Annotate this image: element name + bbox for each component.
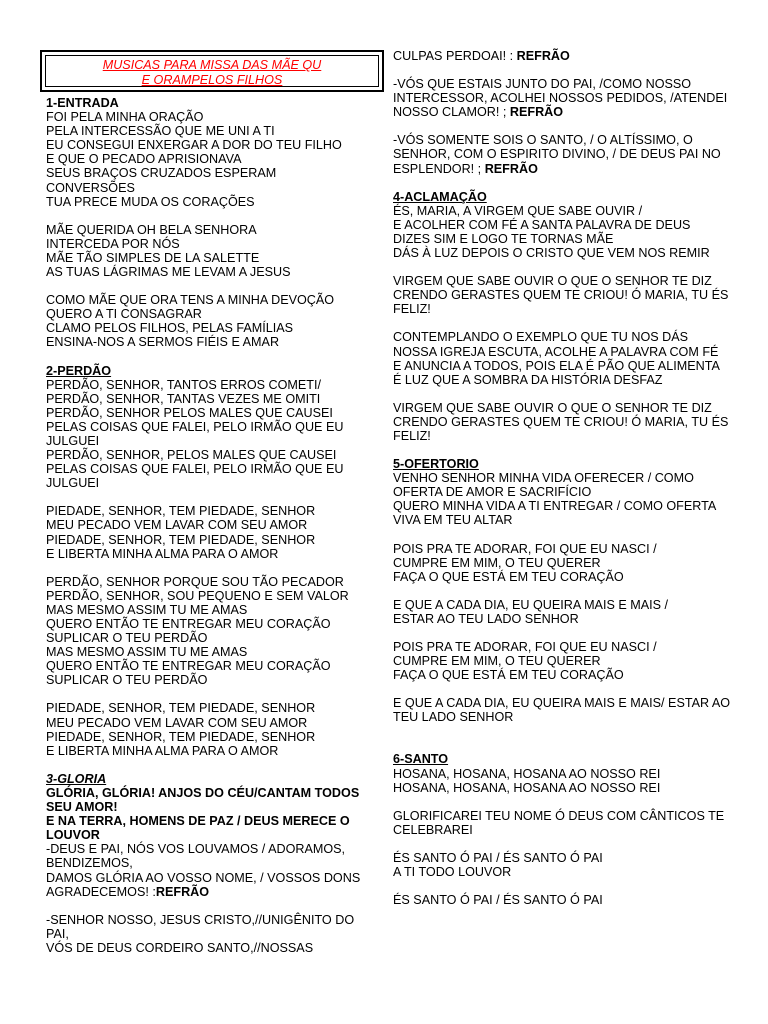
lyric-line: CUMPRE EM MIM, O TEU QUERER	[393, 555, 601, 570]
section-heading-entrada: 1-ENTRADA	[46, 96, 119, 110]
gloria-cont-p1	[393, 49, 733, 63]
lyric-line: QUERO MINHA VIDA A TI ENTREGAR / COMO OFERTA VIVA EM TEU ALTAR	[393, 499, 716, 528]
lyric-line: E LIBERTA MINHA ALMA PARA O AMOR	[46, 546, 279, 561]
lyric-line: SUPLICAR O TEU PERDÃO	[46, 673, 208, 688]
lyric-line: ÉS, MARIA, A VIRGEM QUE SABE OUVIR /	[393, 203, 643, 218]
lyric-line: PERDÃO, SENHOR, TANTOS ERROS COMETI/	[46, 377, 322, 392]
lyric-line: MEU PECADO VEM LAVAR COM SEU AMOR	[46, 518, 308, 533]
stanza-gap	[393, 837, 733, 851]
lyric-line: A TI TODO LOUVOR	[393, 865, 512, 880]
lyric-line: CUMPRE EM MIM, O TEU QUERER	[393, 654, 601, 669]
lyric-line: PERDÃO, SENHOR, PELOS MALES QUE CAUSEI	[46, 448, 337, 463]
lyric-line: ÉS SANTO Ó PAI / ÉS SANTO Ó PAI	[393, 893, 603, 908]
stanza-gap	[393, 316, 733, 330]
stanza-gap	[393, 626, 733, 640]
lyric-line: PERDÃO, SENHOR PORQUE SOU TÃO PECADOR	[46, 574, 344, 589]
lyric-line: DIZES SIM E LOGO TE TORNAS MÃE	[393, 231, 614, 246]
stanza	[393, 401, 733, 443]
section-heading-ofertorio: 5-OFERTORIO	[393, 457, 479, 472]
lyric-line: CLAMO PELOS FILHOS, PELAS FAMÍLIAS	[46, 321, 294, 336]
stanza	[393, 542, 733, 584]
gloria-stanza-2-line-2: VÓS DE DEUS CORDEIRO SANTO,//NOSSAS	[46, 940, 314, 955]
gloria-bold-line-2: E NA TERRA, HOMENS DE PAZ / DEUS MERECE O LOUVOR	[46, 814, 350, 843]
lyric-line: MAS MESMO ASSIM TU ME AMAS	[46, 645, 248, 660]
lyric-line: CONVERSÕES	[46, 180, 135, 195]
lyric-line: PELAS COISAS QUE FALEI, PELO IRMÃO QUE EU JULGUEI	[46, 462, 344, 491]
stanza	[393, 809, 733, 837]
lyric-line: HOSANA, HOSANA, HOSANA AO NOSSO REI	[393, 766, 661, 781]
lyric-line: POIS PRA TE ADORAR, FOI QUE EU NASCI /	[393, 640, 657, 654]
stanza	[46, 575, 366, 688]
gloria-cont-refrao-1: REFRÃO	[516, 49, 570, 63]
lyric-line: E ACOLHER COM FÉ A SANTA PALAVRA DE DEUS	[393, 217, 691, 232]
lyric-line: PIEDADE, SENHOR, TEM PIEDADE, SENHOR	[46, 729, 316, 744]
stanza-gap	[393, 879, 733, 893]
gloria-cont-p3-text: -VÓS SOMENTE SOIS O SANTO, / O ALTÍSSIMO, O SENHOR, COM O ESPIRITO DIVINO, / DE DEUS PAI NO ESPLENDOR! ;	[393, 133, 721, 176]
lyric-line: ÉS SANTO Ó PAI / ÉS SANTO Ó PAI	[393, 850, 603, 865]
lyric-line: PELA INTERCESSÃO QUE ME UNI A TI	[46, 124, 275, 139]
lyric-line: CONTEMPLANDO O EXEMPLO QUE TU NOS DÁS	[393, 330, 689, 345]
title-line-2: E ORAMPELOS FILHOS	[141, 73, 283, 87]
section-heading-perdao: 2-PERDÃO	[46, 363, 112, 378]
entrada-body	[46, 110, 366, 349]
lyric-line: QUERO A TI CONSAGRAR	[46, 307, 202, 322]
lyric-line: INTERCEDA POR NÓS	[46, 236, 180, 251]
lyric-line: FAÇA O QUE ESTÁ EM TEU CORAÇÃO	[393, 668, 624, 683]
lyric-line: QUERO ENTÃO TE ENTREGAR MEU CORAÇÃO	[46, 617, 331, 631]
lyric-line: PERDÃO, SENHOR, SOU PEQUENO E SEM VALOR	[46, 588, 349, 603]
stanza	[393, 767, 733, 795]
lyric-line: EU CONSEGUI ENXERGAR A DOR DO TEU FILHO	[46, 138, 342, 153]
gloria-cont-refrao-3: REFRÃO	[484, 161, 538, 176]
stanza	[46, 223, 366, 279]
gloria-stanza-2-line-1: -SENHOR NOSSO, JESUS CRISTO,//UNIGÊNITO DO PAI,	[46, 912, 355, 941]
gloria-bold-line-1: GLÓRIA, GLÓRIA! ANJOS DO CÉU/CANTAM TODOS SEU AMOR!	[46, 785, 360, 815]
lyric-line: E QUE A CADA DIA, EU QUEIRA MAIS E MAIS /	[393, 597, 669, 612]
stanza	[393, 851, 733, 879]
stanza	[46, 110, 366, 209]
stanza-gap	[393, 260, 733, 274]
stanza-gap	[393, 795, 733, 809]
lyric-line: HOSANA, HOSANA, HOSANA AO NOSSO REI	[393, 780, 661, 795]
left-column	[46, 50, 366, 955]
gloria-cont-p2	[393, 77, 733, 119]
stanza	[393, 598, 733, 626]
stanza	[46, 293, 366, 349]
lyric-line: MÃE QUERIDA OH BELA SENHORA	[46, 222, 257, 237]
stanza	[393, 274, 733, 316]
lyric-line: E ANUNCIA A TODOS, POIS ELA É PÃO QUE ALIMENTA	[393, 358, 720, 373]
stanza	[46, 504, 366, 560]
lyric-line: SUPLICAR O TEU PERDÃO	[46, 631, 208, 646]
lyric-line: VIRGEM QUE SABE OUVIR O QUE O SENHOR TE DIZ CRENDO GERASTES QUEM TE CRIOU! Ó MARIA, TU ÉS FELIZ!	[393, 400, 729, 443]
perdao-body	[46, 378, 366, 758]
gloria-stanza-1-last-text: DAMOS GLÓRIA AO VOSSO NOME, / VOSSOS DONS AGRADECEMOS! :	[46, 870, 361, 899]
stanza-gap	[393, 387, 733, 401]
lyric-line: É LUZ QUE A SOMBRA DA HISTÓRIA DESFAZ	[393, 372, 663, 387]
lyric-line: FOI PELA MINHA ORAÇÃO	[46, 110, 204, 125]
stanza	[393, 471, 733, 527]
lyric-line: MAS MESMO ASSIM TU ME AMAS	[46, 602, 248, 617]
lyric-line: PIEDADE, SENHOR, TEM PIEDADE, SENHOR	[46, 701, 316, 716]
lyric-line: AS TUAS LÁGRIMAS ME LEVAM A JESUS	[46, 265, 291, 280]
gloria-stanza-1-line-1: -DEUS E PAI, NÓS VOS LOUVAMOS / ADORAMOS, BENDIZEMOS,	[46, 842, 346, 871]
lyric-line: PERDÃO, SENHOR PELOS MALES QUE CAUSEI	[46, 405, 333, 420]
lyric-line: GLORIFICAREI TEU NOME Ó DEUS COM CÂNTICOS TE CELEBRAREI	[393, 808, 725, 837]
stanza-gap	[46, 490, 366, 504]
section-heading-aclamacao: 4-ACLAMAÇÃO	[393, 189, 487, 204]
stanza	[393, 893, 733, 907]
lyric-line: DÁS À LUZ DEPOIS O CRISTO QUE VEM NOS REMIR	[393, 246, 710, 261]
lyric-line: VENHO SENHOR MINHA VIDA OFERECER / COMO OFERTA DE AMOR E SACRIFÍCIO	[393, 471, 694, 500]
lyric-line: QUERO ENTÃO TE ENTREGAR MEU CORAÇÃO	[46, 659, 331, 674]
lyric-line: PIEDADE, SENHOR, TEM PIEDADE, SENHOR	[46, 532, 316, 547]
stanza-gap	[46, 687, 366, 701]
lyric-line: MEU PECADO VEM LAVAR COM SEU AMOR	[46, 715, 308, 730]
gloria-cont-p3	[393, 133, 733, 175]
lyric-line: FAÇA O QUE ESTÁ EM TEU CORAÇÃO	[393, 569, 624, 584]
gloria-cont-p2-text: -VÓS QUE ESTAIS JUNTO DO PAI, /COMO NOSSO INTERCESSOR, ACOLHEI NOSSOS PEDIDOS, /ATENDEI NOSSO CLAMOR! ;	[393, 77, 728, 120]
stanza-gap	[393, 682, 733, 696]
section-heading-gloria: 3-GLORIA	[46, 771, 107, 786]
ofertorio-body	[393, 471, 733, 724]
lyric-line: SEUS BRAÇOS CRUZADOS ESPERAM	[46, 166, 277, 181]
lyric-line: VIRGEM QUE SABE OUVIR O QUE O SENHOR TE DIZ CRENDO GERASTES QUEM TE CRIOU! Ó MARIA, TU ÉS FELIZ!	[393, 274, 729, 317]
right-column	[393, 49, 733, 907]
aclamacao-body	[393, 204, 733, 443]
lyric-line: TUA PRECE MUDA OS CORAÇÕES	[46, 194, 255, 209]
lyric-line: ENSINA-NOS A SERMOS FIÉIS E AMAR	[46, 335, 280, 350]
lyric-line: POIS PRA TE ADORAR, FOI QUE EU NASCI /	[393, 541, 657, 556]
lyric-line: E LIBERTA MINHA ALMA PARA O AMOR	[46, 743, 279, 758]
gloria-cont-refrao-2: REFRÃO	[509, 105, 564, 120]
stanza	[393, 204, 733, 260]
stanza-gap	[46, 209, 366, 223]
section-heading-santo: 6-SANTO	[393, 752, 449, 767]
gloria-refrao-1: REFRÃO	[155, 884, 210, 899]
lyric-line: NOSSA IGREJA ESCUTA, ACOLHE A PALAVRA COM FÉ	[393, 344, 719, 359]
lyric-line: MÃE TÃO SIMPLES DE LA SALETTE	[46, 250, 260, 265]
gloria-cont-p1-text: CULPAS PERDOAI! :	[393, 49, 517, 63]
stanza-gap	[393, 584, 733, 598]
lyric-line: PIEDADE, SENHOR, TEM PIEDADE, SENHOR	[46, 504, 316, 519]
stanza	[393, 640, 733, 682]
santo-body	[393, 767, 733, 908]
stanza	[393, 696, 733, 724]
stanza	[46, 378, 366, 491]
lyric-line: E QUE A CADA DIA, EU QUEIRA MAIS E MAIS/ ESTAR AO TEU LADO SENHOR	[393, 696, 731, 725]
stanza	[393, 330, 733, 386]
lyric-line: ESTAR AO TEU LADO SENHOR	[393, 611, 579, 626]
gloria-stanza-1-last	[46, 871, 366, 899]
title-line-1: MUSICAS PARA MISSA DAS MÃE QU	[102, 58, 322, 72]
lyric-line: E QUE O PECADO APRISIONAVA	[46, 152, 242, 167]
lyric-line: PELAS COISAS QUE FALEI, PELO IRMÃO QUE EU JULGUEI	[46, 419, 344, 448]
lyric-line: PERDÃO, SENHOR, TANTAS VEZES ME OMITI	[46, 391, 321, 406]
lyric-line: COMO MÃE QUE ORA TENS A MINHA DEVOÇÃO	[46, 293, 335, 308]
stanza	[46, 701, 366, 757]
stanza-gap	[46, 561, 366, 575]
stanza-gap	[46, 279, 366, 293]
stanza-gap	[393, 528, 733, 542]
